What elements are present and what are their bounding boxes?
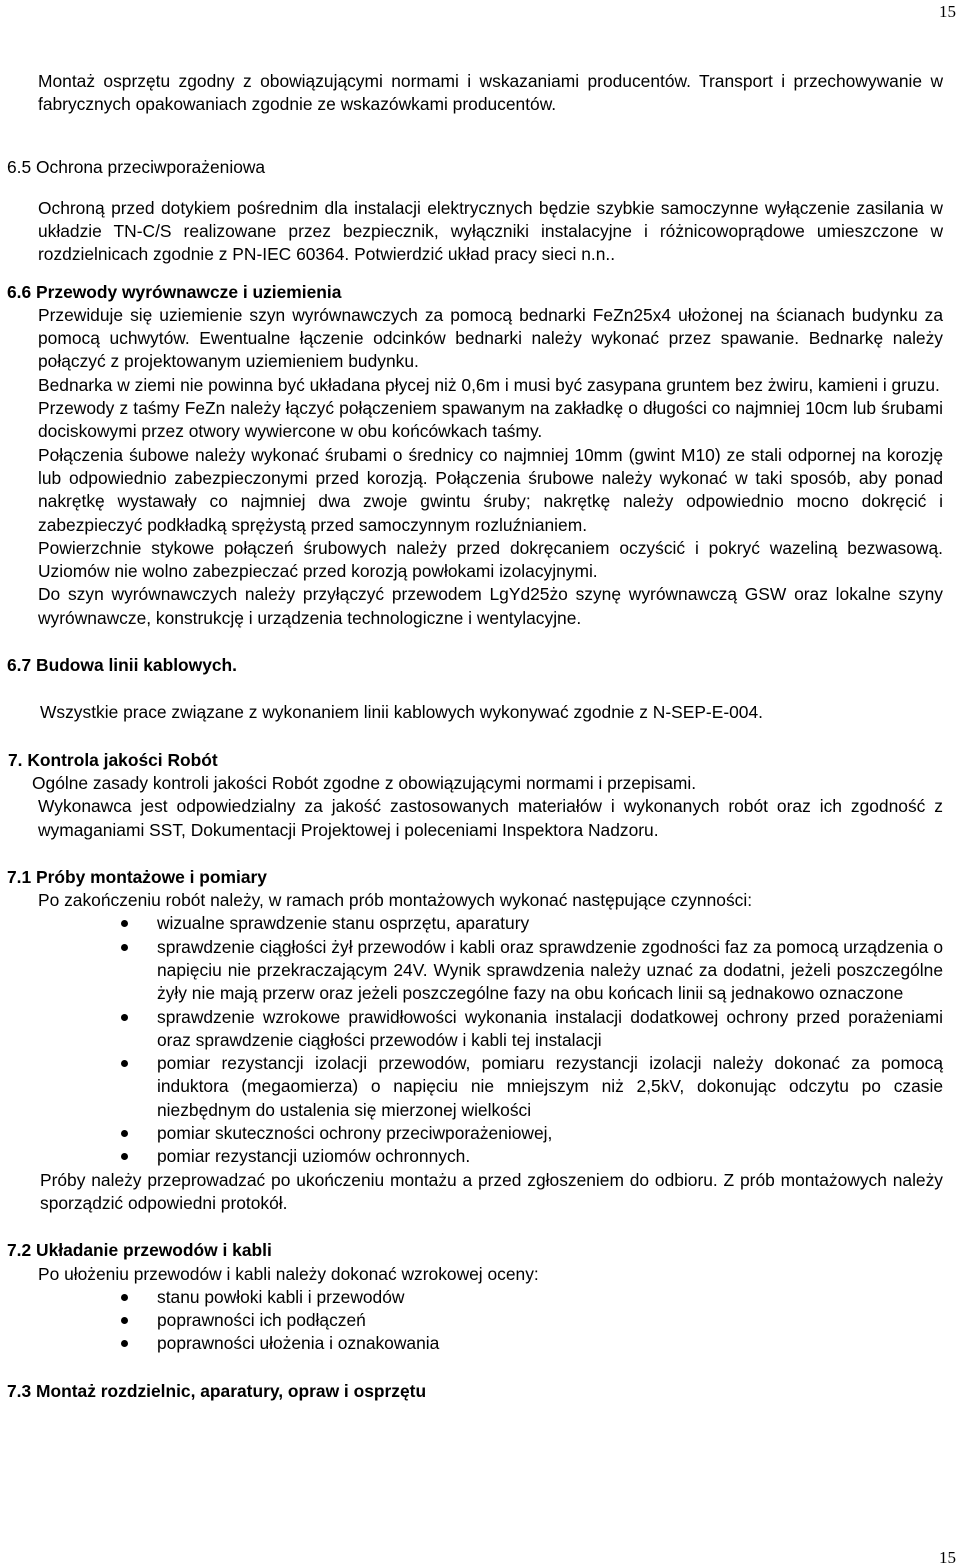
document-body — [7, 70, 943, 1403]
section-7-2-bullet-list — [157, 1286, 943, 1356]
list-item: poprawności ich podłączeń — [157, 1309, 943, 1332]
list-item: sprawdzenie ciągłości żył przewodów i kabli oraz sprawdzenie zgodności faz za pomocą urządzenia o napięciu nie przekraczającym 24V. Wynik sprawdzenia należy uznać za dodatni, jeżeli poszczególne żyły nie mają przerw oraz jeżeli poszczególne fazy na obu końcach linii są jednakowo oznaczone — [157, 936, 943, 1006]
section-6-5-heading: 6.5 Ochrona przeciwporażeniowa — [7, 156, 266, 177]
bullet-icon — [121, 1060, 128, 1067]
list-item: stanu powłoki kabli i przewodów — [157, 1286, 943, 1309]
bullet-icon — [121, 1317, 128, 1324]
intro-paragraph: Montaż osprzętu zgodny z obowiązującymi normami i wskazaniami producentów. Transport i przechowywanie w fabrycznych opakowaniach zgodnie ze wskazówkami producentów. — [38, 71, 943, 115]
bullet-icon — [121, 1340, 128, 1347]
list-item: sprawdzenie wzrokowe prawidłowości wykonania instalacji dodatkowej ochrony przed porażeniami oraz sprawdzenie ciągłości przewodów i kabli tej instalacji — [157, 1006, 943, 1053]
bullet-icon — [121, 1153, 128, 1160]
section-7-1-bullet-list — [157, 912, 943, 1168]
section-6-6-paragraph-3: Przewody z taśmy FeZn należy łączyć połączeniem spawanym na zakładkę o długości co najmniej 10cm lub śrubami dociskowymi przez otwory wywiercone w obu końcówkach taśmy. — [38, 398, 943, 442]
bullet-icon — [121, 920, 128, 927]
bullet-icon — [121, 944, 128, 951]
section-7-2-paragraph: Po ułożeniu przewodów i kabli należy dokonać wzrokowej oceny: — [38, 1263, 539, 1284]
section-6-6-paragraph-4: Połączenia śubowe należy wykonać śrubami o średnicy co najmniej 10mm (gwint M10) ze stali odpornej na korozję lub odpowiednio zabezpieczonymi przed korozją. Połączenia śrubowe należy wykonać w taki sposób, aby ponad nakrętkę wystawały co najmniej dwa zwoje gwintu śruby; nakrętkę należy odpowiednio mocno dokręcić i zabezpieczyć podkładką sprężystą przed samoczynnym rozluźnianiem. — [38, 444, 943, 535]
section-6-7-paragraph: Wszystkie prace związane z wykonaniem linii kablowych wykonywać zgodnie z N-SEP-E-004. — [40, 702, 763, 723]
bullet-icon — [121, 1294, 128, 1301]
page-number-top: 15 — [939, 2, 956, 21]
bullet-icon — [121, 1014, 128, 1021]
section-7-heading: 7. Kontrola jakości Robót — [8, 749, 218, 770]
section-6-6-heading: 6.6 Przewody wyrównawcze i uziemienia — [7, 281, 342, 302]
list-item: pomiar rezystancji uziomów ochronnych. — [157, 1145, 943, 1168]
section-7-1-paragraph-1: Po zakończeniu robót należy, w ramach prób montażowych wykonać następujące czynności: — [38, 890, 753, 911]
section-7-3-heading: 7.3 Montaż rozdzielnic, aparatury, opraw i osprzętu — [7, 1380, 427, 1401]
list-item: poprawności ułożenia i oznakowania — [157, 1332, 943, 1355]
list-item: pomiar skuteczności ochrony przeciwporażeniowej, — [157, 1122, 943, 1145]
section-7-1-heading: 7.1 Próby montażowe i pomiary — [7, 866, 267, 887]
section-7-2-heading: 7.2 Układanie przewodów i kabli — [7, 1240, 272, 1261]
section-6-6-paragraph-2: Bednarka w ziemi nie powinna być układana płycej niż 0,6m i musi być zasypana gruntem bez żwiru, kamieni i gruzu. — [38, 374, 940, 395]
section-7-paragraph-2: Wykonawca jest odpowiedzialny za jakość zastosowanych materiałów i wykonanych robót oraz ich zgodność z wymaganiami SST, Dokumentacji Projektowej i poleceniami Inspektora Nadzoru. — [38, 796, 943, 840]
section-6-7-heading: 6.7 Budowa linii kablowych. — [7, 655, 237, 676]
list-item: wizualne sprawdzenie stanu osprzętu, aparatury — [157, 912, 943, 935]
section-6-6-paragraph-1: Przewiduje się uziemienie szyn wyrównawczych za pomocą bednarki FeZn25x4 ułożonej na ścianach budynku za pomocą uchwytów. Ewentualne łączenie odcinków bednarki należy wykonać przez spawanie. Bednarkę należy połączyć z projektowanym uziemieniem budynku. — [38, 304, 943, 372]
list-item: pomiar rezystancji izolacji przewodów, pomiaru rezystancji izolacji należy dokonać za pomocą induktora (megaomierza) o napięciu nie mniejszym niż 2,5kV, dokonując odczytu po czasie niezbędnym do ustalenia się mierzonej wielkości — [157, 1052, 943, 1122]
page-number-bottom: 15 — [939, 1548, 956, 1567]
section-6-5-paragraph: Ochroną przed dotykiem pośrednim dla instalacji elektrycznych będzie szybkie samoczynne wyłączenie zasilania w układzie TN-C/S realizowane przez bezpiecznik, wyłączniki instalacyjne i różnicowoprądowe umieszczone w rozdzielnicach zgodnie z PN-IEC 60364. Potwierdzić układ pracy sieci n.n.. — [38, 197, 943, 265]
section-7-1-paragraph-2: Próby należy przeprowadzać po ukończeniu montażu a przed zgłoszeniem do odbioru. Z prób montażowych należy sporządzić odpowiedni protokół. — [40, 1169, 943, 1213]
section-6-6-paragraph-5: Powierzchnie stykowe połączeń śrubowych należy przed dokręcaniem oczyścić i pokryć wazeliną bezwasową. Uziomów nie wolno zabezpieczać przed korozją powłokami izolacyjnymi. — [38, 537, 943, 582]
bullet-icon — [121, 1130, 128, 1137]
section-7-paragraph-1: Ogólne zasady kontroli jakości Robót zgodne z obowiązującymi normami i przepisami. — [32, 772, 697, 793]
section-6-6-paragraph-6: Do szyn wyrównawczych należy przyłączyć przewodem LgYd25żo szynę wyrównawczą GSW oraz lokalne szyny wyrównawcze, konstrukcję i urządzenia technologiczne i wentylacyjne. — [38, 584, 943, 628]
